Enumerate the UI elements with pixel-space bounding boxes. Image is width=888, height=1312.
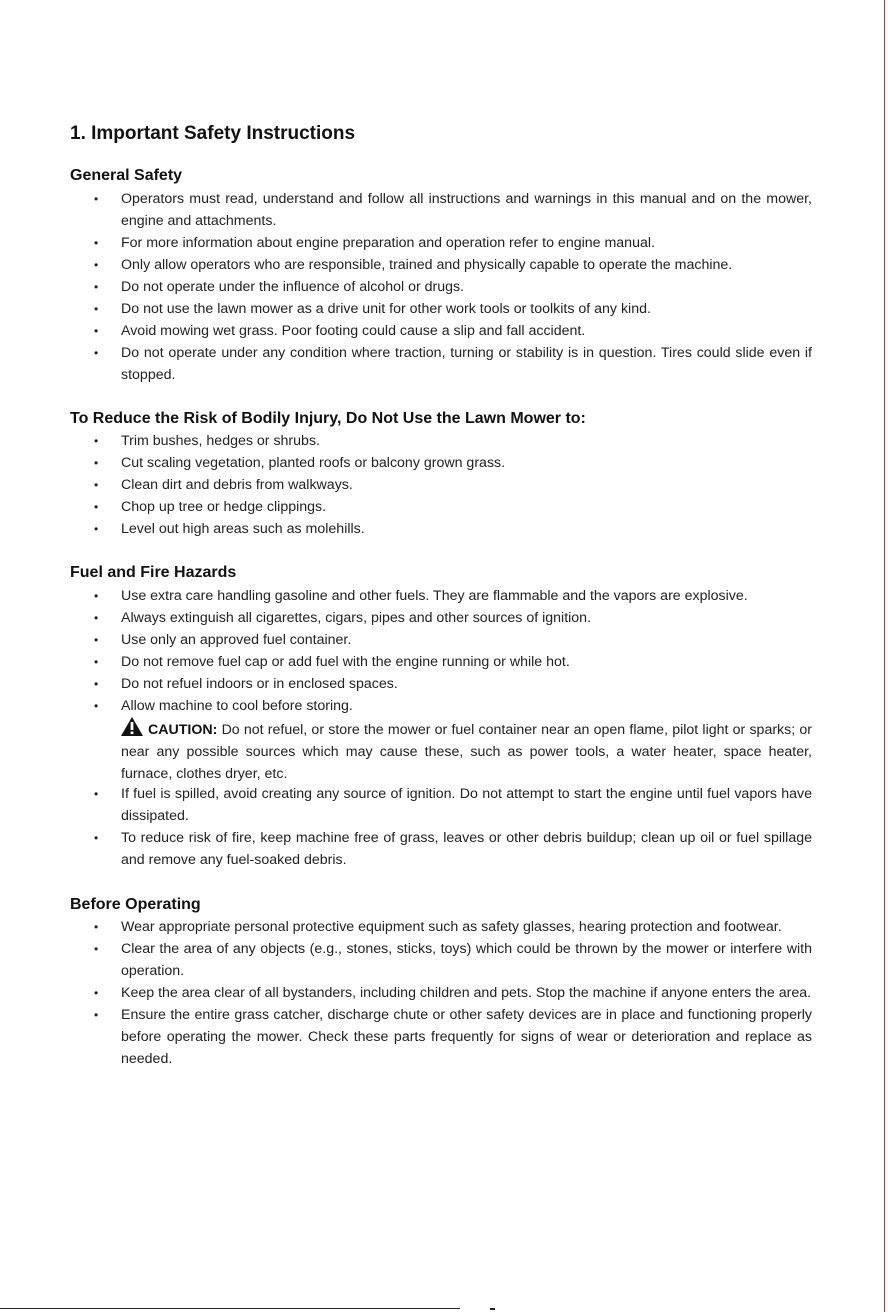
fuel-fire-list-continued	[0, 783, 812, 871]
page-edge-rule	[884, 0, 885, 1312]
list-item: • Only allow operators who are responsible, trained and physically capable to operate the machine.	[0, 254, 812, 276]
section-heading-general-safety: General Safety	[70, 167, 183, 184]
list-item: • Do not refuel indoors or in enclosed spaces.	[0, 673, 812, 695]
list-item: • Trim bushes, hedges or shrubs.	[0, 430, 812, 452]
list-item: • Avoid mowing wet grass. Poor footing could cause a slip and fall accident.	[0, 320, 812, 342]
list-item: • Wear appropriate personal protective equipment such as safety glasses, hearing protection and footwear.	[0, 916, 812, 938]
list-item: • Do not remove fuel cap or add fuel with the engine running or while hot.	[0, 651, 812, 673]
footer-tick	[490, 1308, 495, 1310]
section-heading-before-operating: Before Operating	[70, 896, 201, 913]
warning-triangle-icon	[121, 717, 143, 736]
list-item: • Chop up tree or hedge clippings.	[0, 496, 812, 518]
bodily-injury-list	[0, 430, 812, 540]
list-item: • Use extra care handling gasoline and other fuels. They are flammable and the vapors are explosive.	[0, 585, 812, 607]
list-item: • Ensure the entire grass catcher, discharge chute or other safety devices are in place and functioning properly before operating the mower. Check these parts frequently for signs of wear or deterioration and replace as needed.	[0, 1004, 812, 1070]
list-item: • Operators must read, understand and follow all instructions and warnings in this manual and on the mower, engine and attachments.	[0, 188, 812, 232]
general-safety-list	[0, 188, 812, 386]
fuel-fire-list	[0, 585, 812, 717]
list-item: • Do not operate under any condition where traction, turning or stability is in question. Tires could slide even if stopped.	[0, 342, 812, 386]
list-item: • Always extinguish all cigarettes, cigars, pipes and other sources of ignition.	[0, 607, 812, 629]
footer-rule	[0, 1308, 460, 1309]
caution-text: Do not refuel, or store the mower or fuel container near an open flame, pilot light or sparks; or near any possible sources which may cause these, such as power tools, a water heater, space heater, furnace, clothes dryer, etc.	[121, 722, 812, 782]
before-operating-list	[0, 916, 812, 1070]
list-item: • For more information about engine preparation and operation refer to engine manual.	[0, 232, 812, 254]
list-item: • Cut scaling vegetation, planted roofs or balcony grown grass.	[0, 452, 812, 474]
list-item: • Clean dirt and debris from walkways.	[0, 474, 812, 496]
list-item: • Do not use the lawn mower as a drive unit for other work tools or toolkits of any kind.	[0, 298, 812, 320]
section-heading-bodily-injury: To Reduce the Risk of Bodily Injury, Do Not Use the Lawn Mower to:	[70, 410, 586, 427]
list-item: • To reduce risk of fire, keep machine free of grass, leaves or other debris buildup; clean up oil or fuel spillage and remove any fuel-soaked debris.	[0, 827, 812, 871]
list-item: • Clear the area of any objects (e.g., stones, sticks, toys) which could be thrown by the mower or interfere with operation.	[0, 938, 812, 982]
page-title: 1. Important Safety Instructions	[70, 123, 356, 144]
list-item: • Level out high areas such as molehills.	[0, 518, 812, 540]
list-item: • If fuel is spilled, avoid creating any source of ignition. Do not attempt to start the engine until fuel vapors have dissipated.	[0, 783, 812, 827]
list-item: • Use only an approved fuel container.	[0, 629, 812, 651]
caution-note	[0, 717, 812, 785]
caution-label: CAUTION:	[148, 722, 218, 738]
list-item: • Do not operate under the influence of alcohol or drugs.	[0, 276, 812, 298]
list-item: • Allow machine to cool before storing.	[0, 695, 812, 717]
list-item: • Keep the area clear of all bystanders, including children and pets. Stop the machine if anyone enters the area.	[0, 982, 812, 1004]
section-heading-fuel-fire: Fuel and Fire Hazards	[70, 564, 237, 581]
